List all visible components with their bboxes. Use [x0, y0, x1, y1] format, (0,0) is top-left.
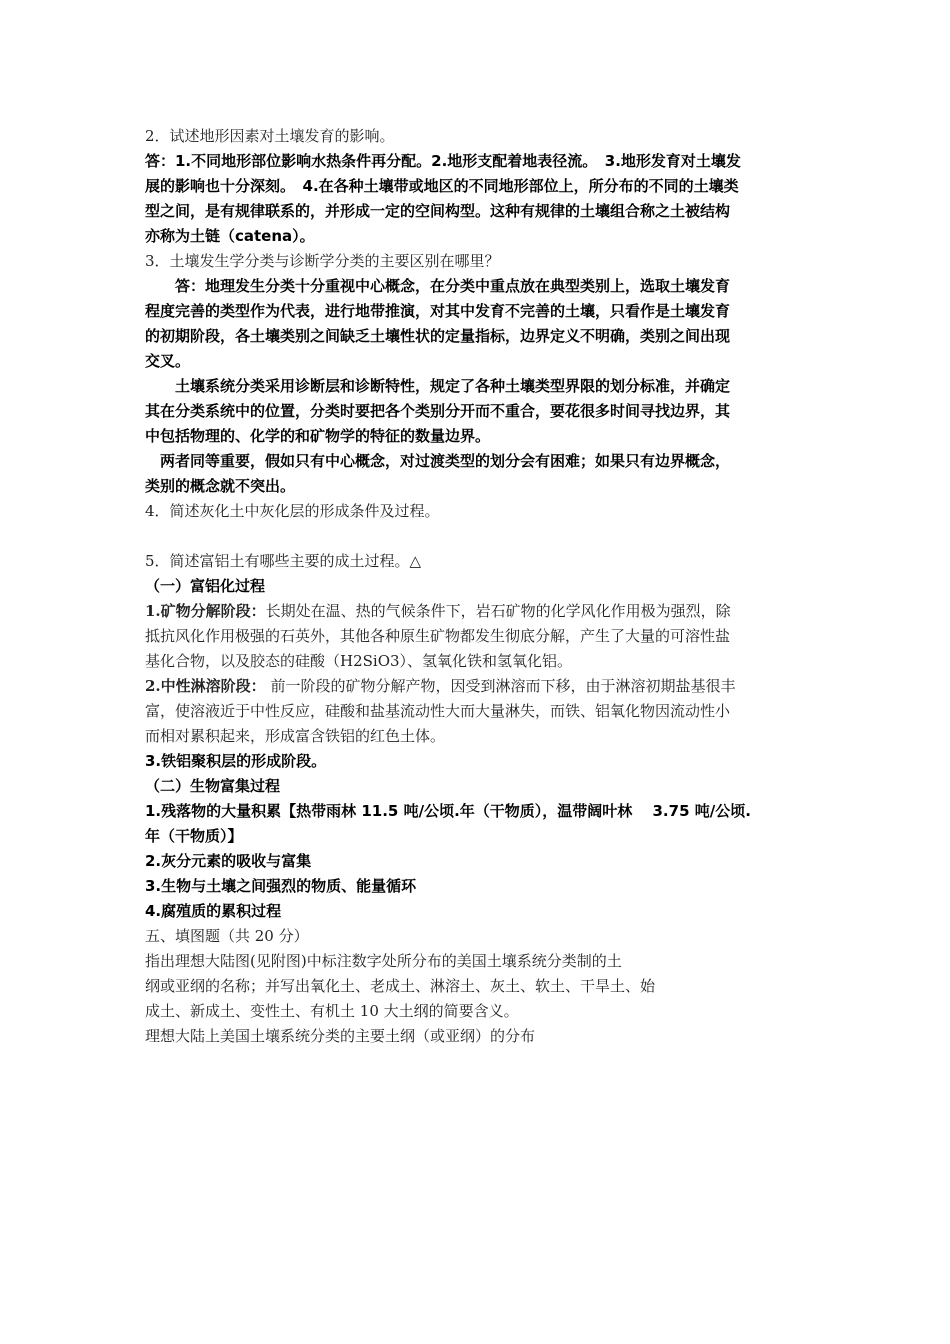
- stage-2-line: 富，使溶液近于中性反应，硅酸和盐基流动性大而大量淋失，而铁、铝氧化物因流动性小: [145, 702, 731, 720]
- question-3: 3．土壤发生学分类与诊断学分类的主要区别在哪里？: [145, 252, 500, 270]
- answer-2: [145, 149, 810, 249]
- stage-3: 3.铁铝聚积层的形成阶段。: [145, 752, 327, 770]
- stage-1-text: 长期处在温、热的气候条件下，岩石矿物的化学风化作用极为强烈，除: [265, 602, 731, 620]
- answer-line: 类别的概念就不突出。: [145, 477, 296, 495]
- section-title: （一）富铝化过程: [145, 577, 266, 595]
- question-2: 2．试述地形因素对土壤发育的影响。: [145, 127, 395, 145]
- bio-line: 1.残落物的大量积累【热带雨林 11.5 吨/公顷.年（干物质），温带阔叶林 3.75 吨/公顷.: [145, 802, 751, 820]
- stage-2-line: [145, 674, 810, 699]
- bio-line: 2.灰分元素的吸收与富集: [145, 852, 312, 870]
- stage-1-line: 基化合物，以及胶态的硅酸（H2SiO3）、氢氧化铁和氢氧化铝。: [145, 652, 573, 670]
- document-page: [145, 124, 810, 1049]
- bio-line: 年（干物质）】: [145, 827, 243, 845]
- answer-3: [145, 274, 810, 499]
- answer-line: 交叉。: [145, 352, 191, 370]
- stage-2-line: 而相对累积起来，形成富含铁铝的红色土体。: [145, 727, 446, 745]
- stage-1-line: 抵抗风化作用极强的石英外，其他各种原生矿物都发生彻底分解，产生了大量的可溶性盐: [145, 627, 731, 645]
- bio-line: 3.生物与土壤之间强烈的物质、能量循环: [145, 877, 417, 895]
- answer-line: 土壤系统分类采用诊断层和诊断特性，规定了各种土壤类型界限的划分标准，并确定: [175, 377, 731, 395]
- answer-line: 亦称为土链（catena）。: [145, 227, 315, 245]
- answer-line: 程度完善的类型作为代表，进行地带推演，对其中发育不完善的土壤，只看作是土壤发育: [145, 302, 731, 320]
- answer-line: 两者同等重要，假如只有中心概念，对过渡类型的划分会有困难；如果只有边界概念，: [160, 452, 731, 470]
- part-5-line: 指出理想大陆图(见附图)中标注数字处所分布的美国土壤系统分类制的土: [145, 952, 622, 970]
- stage-2-text: 前一阶段的矿物分解产物，因受到淋溶而下移，由于淋溶初期盐基很丰: [265, 677, 736, 695]
- stage-1-lead: 1.矿物分解阶段：: [145, 602, 266, 620]
- part-5-title: 五、填图题（共 20 分）: [145, 927, 309, 945]
- answer-line: 型之间，是有规律联系的，并形成一定的空间构型。这种有规律的土壤组合称之土被结构: [145, 202, 731, 220]
- blank-line: [145, 524, 810, 549]
- answer-line: 答：地理发生分类十分重视中心概念，在分类中重点放在典型类别上，选取土壤发育: [175, 277, 731, 295]
- section-title: （二）生物富集过程: [145, 777, 281, 795]
- answer-line: 中包括物理的、化学的和矿物学的特征的数量边界。: [145, 427, 491, 445]
- question-5: 5．简述富铝土有哪些主要的成土过程。△: [145, 552, 422, 570]
- bio-line: 4.腐殖质的累积过程: [145, 902, 282, 920]
- question-4: 4．简述灰化土中灰化层的形成条件及过程。: [145, 502, 440, 520]
- part-5-line: 成土、新成土、变性土、有机土 10 大土纲的简要含义。: [145, 1002, 519, 1020]
- answer-line: 展的影响也十分深刻。 4.在各种土壤带或地区的不同地形部位上，所分布的不同的土壤类: [145, 177, 739, 195]
- part-5-line: 理想大陆上美国土壤系统分类的主要土纲（或亚纲）的分布: [145, 1027, 536, 1045]
- answer-line: 答：1.不同地形部位影响水热条件再分配。2.地形支配着地表径流。 3.地形发育对土壤发: [145, 152, 741, 170]
- stage-2-lead: 2.中性淋溶阶段：: [145, 677, 266, 695]
- part-5-line: 纲或亚纲的名称；并写出氧化土、老成土、淋溶土、灰土、软土、干旱土、始: [145, 977, 656, 995]
- stage-1-line: [145, 599, 810, 624]
- answer-line: 的初期阶段，各土壤类别之间缺乏土壤性状的定量指标，边界定义不明确，类别之间出现: [145, 327, 731, 345]
- answer-line: 其在分类系统中的位置，分类时要把各个类别分开而不重合，要花很多时间寻找边界，其: [145, 402, 731, 420]
